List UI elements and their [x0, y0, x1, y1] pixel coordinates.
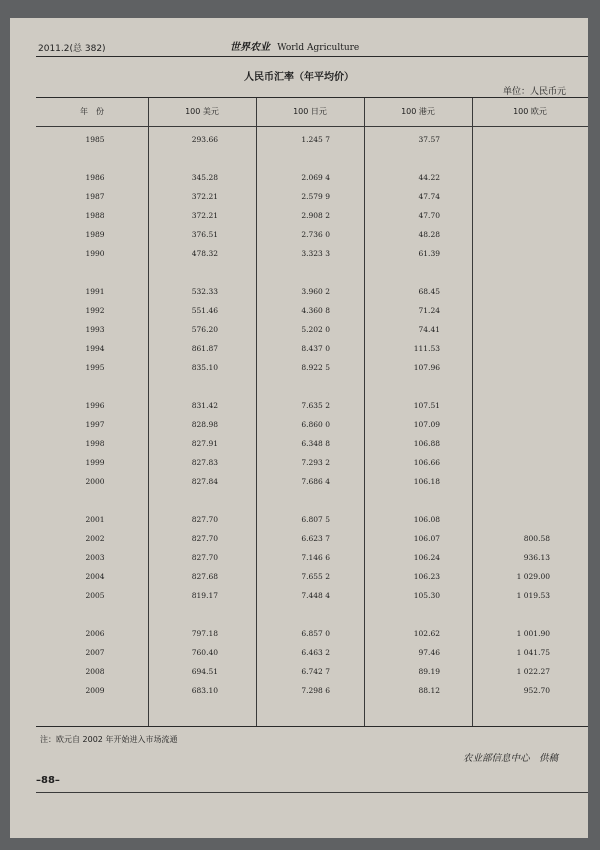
table-row — [10, 287, 588, 301]
table-row — [10, 249, 588, 263]
cell-hkd: 97.46 — [418, 648, 440, 657]
cell-hkd: 106.18 — [413, 477, 440, 486]
cell-year: 1988 — [85, 211, 105, 220]
cell-jpy: 2.908 2 — [301, 211, 330, 220]
footer-rule — [36, 792, 588, 793]
cell-usd: 345.28 — [191, 173, 218, 182]
cell-year: 1987 — [85, 192, 105, 201]
cell-jpy: 3.960 2 — [301, 287, 330, 296]
cell-hkd: 68.45 — [418, 287, 440, 296]
table-row — [10, 135, 588, 149]
table-row — [10, 420, 588, 434]
journal-title-en: World Agriculture — [277, 43, 360, 53]
cell-jpy: 6.857 0 — [301, 629, 330, 638]
column-header-year: 年 份 — [80, 107, 104, 116]
cell-jpy: 6.807 5 — [301, 515, 330, 524]
cell-year: 1999 — [85, 458, 105, 467]
cell-usd: 819.17 — [191, 591, 218, 600]
table-title: 人民币汇率（年平均价） — [244, 72, 354, 83]
cell-year: 1990 — [85, 249, 105, 258]
cell-year: 1989 — [85, 230, 105, 239]
cell-usd: 372.21 — [191, 192, 218, 201]
cell-usd: 831.42 — [191, 401, 218, 410]
table-row — [10, 230, 588, 244]
cell-year: 1991 — [85, 287, 105, 296]
table-row — [10, 648, 588, 662]
cell-usd: 835.10 — [191, 363, 218, 372]
cell-year: 2009 — [85, 686, 105, 695]
cell-year: 1992 — [85, 306, 105, 315]
cell-hkd: 111.53 — [413, 344, 440, 353]
cell-year: 2003 — [85, 553, 105, 562]
table-row — [10, 325, 588, 339]
cell-hkd: 106.24 — [413, 553, 440, 562]
cell-year: 2006 — [85, 629, 105, 638]
cell-usd: 376.51 — [191, 230, 218, 239]
cell-jpy: 2.579 9 — [301, 192, 330, 201]
table-row — [10, 667, 588, 681]
table-row — [10, 458, 588, 472]
table-row — [10, 401, 588, 415]
cell-eur: 952.70 — [523, 686, 550, 695]
table-row — [10, 211, 588, 225]
cell-year: 1993 — [85, 325, 105, 334]
table-row — [10, 173, 588, 187]
cell-year: 1997 — [85, 420, 105, 429]
cell-usd: 372.21 — [191, 211, 218, 220]
table-row — [10, 363, 588, 377]
column-header-hkd: 100 港元 — [401, 107, 435, 116]
cell-usd: 293.66 — [191, 135, 218, 144]
column-header-usd: 100 美元 — [185, 107, 219, 116]
table-row — [10, 344, 588, 358]
table-row — [10, 553, 588, 567]
cell-usd: 827.70 — [191, 553, 218, 562]
cell-jpy: 7.298 6 — [301, 686, 330, 695]
cell-year: 2000 — [85, 477, 105, 486]
cell-jpy: 7.686 4 — [301, 477, 330, 486]
cell-jpy: 3.323 3 — [301, 249, 330, 258]
cell-hkd: 106.08 — [413, 515, 440, 524]
cell-year: 2001 — [85, 515, 105, 524]
cell-jpy: 6.463 2 — [301, 648, 330, 657]
table-body — [10, 18, 588, 838]
cell-hkd: 88.12 — [418, 686, 440, 695]
column-header-eur: 100 欧元 — [513, 107, 547, 116]
cell-jpy: 6.348 8 — [301, 439, 330, 448]
table-unit: 单位：人民币元 — [502, 87, 566, 97]
cell-eur: 1 029.00 — [516, 572, 550, 581]
cell-eur: 1 019.53 — [516, 591, 550, 600]
cell-year: 1998 — [85, 439, 105, 448]
cell-hkd: 74.41 — [418, 325, 440, 334]
column-header-jpy: 100 日元 — [293, 107, 327, 116]
table-row — [10, 591, 588, 605]
cell-usd: 683.10 — [191, 686, 218, 695]
cell-year: 2002 — [85, 534, 105, 543]
cell-jpy: 5.202 0 — [301, 325, 330, 334]
cell-hkd: 61.39 — [418, 249, 440, 258]
table-row — [10, 192, 588, 206]
cell-year: 1996 — [85, 401, 105, 410]
cell-hkd: 105.30 — [413, 591, 440, 600]
cell-jpy: 7.448 4 — [301, 591, 330, 600]
cell-hkd: 107.09 — [413, 420, 440, 429]
cell-jpy: 4.360 8 — [301, 306, 330, 315]
cell-usd: 760.40 — [191, 648, 218, 657]
cell-year: 1994 — [85, 344, 105, 353]
cell-hkd: 106.88 — [413, 439, 440, 448]
cell-usd: 861.87 — [191, 344, 218, 353]
source-credit: 农业部信息中心 供稿 — [462, 753, 558, 764]
table-row — [10, 515, 588, 529]
cell-usd: 576.20 — [191, 325, 218, 334]
cell-hkd: 89.19 — [418, 667, 440, 676]
page-number: –88– — [36, 775, 60, 786]
cell-hkd: 47.74 — [418, 192, 440, 201]
cell-usd: 551.46 — [191, 306, 218, 315]
cell-usd: 797.18 — [191, 629, 218, 638]
journal-title-cn: 世界农业 — [230, 42, 270, 53]
cell-jpy: 6.623 7 — [301, 534, 330, 543]
cell-usd: 694.51 — [191, 667, 218, 676]
cell-year: 1995 — [85, 363, 105, 372]
table-row — [10, 439, 588, 453]
cell-usd: 532.33 — [191, 287, 218, 296]
cell-usd: 828.98 — [191, 420, 218, 429]
cell-jpy: 8.922 5 — [301, 363, 330, 372]
cell-eur: 800.58 — [523, 534, 550, 543]
cell-hkd: 47.70 — [418, 211, 440, 220]
cell-hkd: 106.23 — [413, 572, 440, 581]
cell-usd: 827.83 — [191, 458, 218, 467]
cell-hkd: 37.57 — [418, 135, 440, 144]
table-row — [10, 572, 588, 586]
table-row — [10, 686, 588, 700]
cell-year: 2004 — [85, 572, 105, 581]
cell-hkd: 106.66 — [413, 458, 440, 467]
cell-usd: 827.68 — [191, 572, 218, 581]
cell-hkd: 107.51 — [413, 401, 440, 410]
document-page — [10, 18, 588, 838]
cell-year: 2007 — [85, 648, 105, 657]
cell-usd: 827.70 — [191, 515, 218, 524]
cell-hkd: 107.96 — [413, 363, 440, 372]
table-row — [10, 477, 588, 491]
cell-hkd: 71.24 — [418, 306, 440, 315]
table-row — [10, 534, 588, 548]
cell-hkd: 48.28 — [418, 230, 440, 239]
cell-year: 1985 — [85, 135, 105, 144]
cell-usd: 478.32 — [191, 249, 218, 258]
cell-jpy: 7.293 2 — [301, 458, 330, 467]
issue-info: 2011.2(总 382) — [38, 44, 106, 54]
cell-jpy: 8.437 0 — [301, 344, 330, 353]
table-row — [10, 629, 588, 643]
cell-usd: 827.70 — [191, 534, 218, 543]
cell-year: 2008 — [85, 667, 105, 676]
table-note: 注：欧元自 2002 年开始进入市场流通 — [40, 735, 178, 744]
cell-jpy: 7.655 2 — [301, 572, 330, 581]
cell-usd: 827.91 — [191, 439, 218, 448]
cell-hkd: 44.22 — [418, 173, 440, 182]
cell-eur: 1 041.75 — [516, 648, 550, 657]
cell-jpy: 2.069 4 — [301, 173, 330, 182]
cell-eur: 1 022.27 — [516, 667, 550, 676]
cell-eur: 1 001.90 — [516, 629, 550, 638]
cell-jpy: 2.736 0 — [301, 230, 330, 239]
cell-year: 2005 — [85, 591, 105, 600]
table-row — [10, 306, 588, 320]
cell-year: 1986 — [85, 173, 105, 182]
cell-jpy: 1.245 7 — [301, 135, 330, 144]
cell-jpy: 6.860 0 — [301, 420, 330, 429]
cell-jpy: 6.742 7 — [301, 667, 330, 676]
cell-usd: 827.84 — [191, 477, 218, 486]
cell-jpy: 7.635 2 — [301, 401, 330, 410]
cell-hkd: 102.62 — [413, 629, 440, 638]
cell-jpy: 7.146 6 — [301, 553, 330, 562]
cell-hkd: 106.07 — [413, 534, 440, 543]
cell-eur: 936.13 — [523, 553, 550, 562]
